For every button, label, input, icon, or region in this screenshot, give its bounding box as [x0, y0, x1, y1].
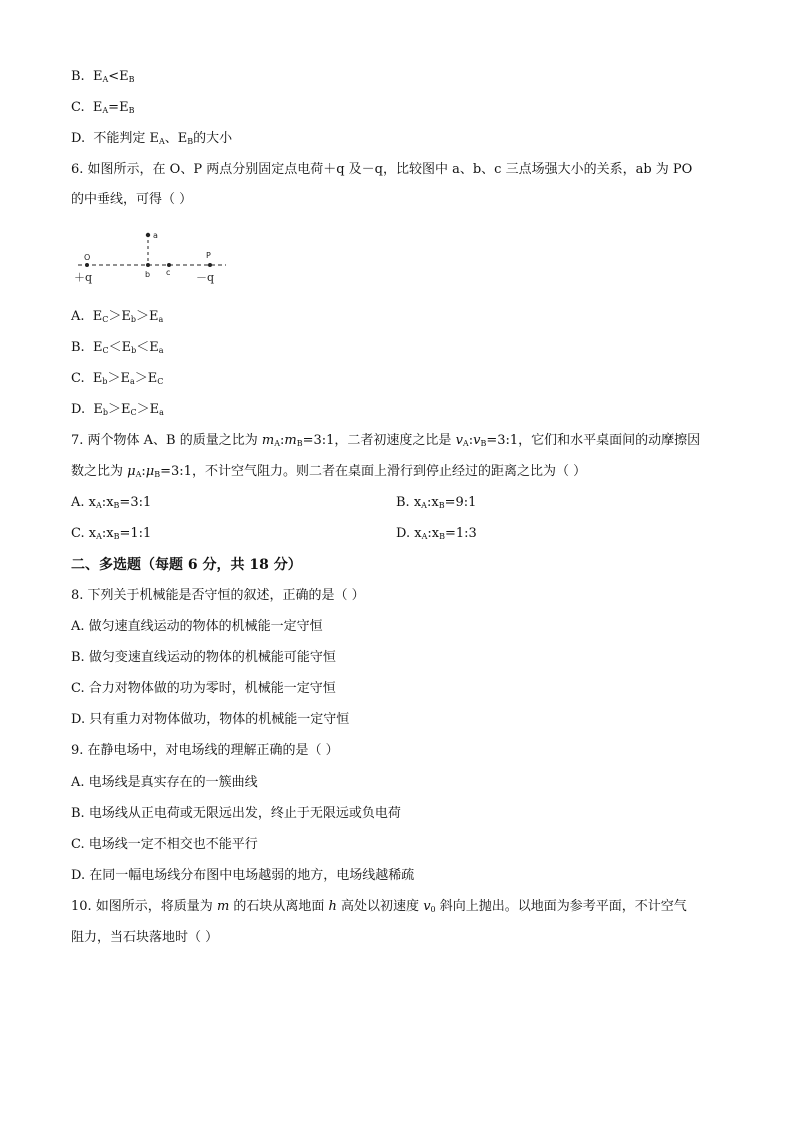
q7-option-a: A. $x_A:x_B=3:1$: [71, 495, 152, 510]
q9-option-b: B. 电场线从正电荷或无限远出发，终止于无限远或负电荷: [71, 806, 401, 821]
label-b: b: [145, 270, 151, 279]
point-c: [167, 263, 171, 267]
q6-option-a: A. $E_C>E_b>E_a$: [71, 309, 164, 324]
q5-option-d: D. 不能判定 $E_A$、$E_B$的大小: [71, 131, 233, 146]
q6-charge-figure: [70, 226, 240, 288]
point-b: [146, 263, 150, 267]
q6-stem-line2: 的中垂线，可得（ ）: [71, 192, 193, 207]
q6-option-b: B. $E_C<E_b<E_a$: [71, 340, 164, 355]
label-a: a: [153, 231, 158, 240]
q10-stem-line1: 10. 如图所示，将质量为 m 的石块从离地面 h 高处以初速度 $v_0$ 斜向上抛出。以地面为参考平面，不计空气: [71, 899, 687, 914]
label-o: O: [84, 253, 91, 262]
q8-stem: 8. 下列关于机械能是否守恒的叙述，正确的是（ ）: [71, 588, 365, 603]
q9-stem: 9. 在静电场中，对电场线的理解正确的是（ ）: [71, 743, 339, 758]
q10-stem-line2: 阻力，当石块落地时（ ）: [71, 930, 219, 945]
label-p: P: [206, 251, 211, 260]
q5-option-c: C. $E_A=E_B$: [71, 100, 135, 115]
label-c: c: [166, 268, 171, 277]
q6-option-c: C. $E_b>E_a>E_C$: [71, 371, 164, 386]
q6-stem-line1: 6. 如图所示，在 O、P 两点分别固定点电荷＋q 及－q，比较图中 a、b、c 三点场强大小的关系，ab 为 PO: [71, 162, 693, 177]
point-a: [146, 233, 150, 237]
q8-option-c: C. 合力对物体做的功为零时，机械能一定守恒: [71, 681, 336, 696]
q6-option-d: D. $E_b>E_C>E_a$: [71, 402, 164, 417]
point-p: [208, 263, 212, 267]
point-o: [85, 263, 89, 267]
q9-option-a: A. 电场线是真实存在的一簇曲线: [71, 775, 258, 790]
q7-option-b: B. $x_A:x_B=9:1$: [396, 495, 477, 510]
q5-option-b: B. $E_A<E_B$: [71, 69, 135, 84]
q8-option-a: A. 做匀速直线运动的物体的机械能一定守恒: [71, 619, 323, 634]
q9-option-d: D. 在同一幅电场线分布图中电场越弱的地方，电场线越稀疏: [71, 868, 415, 883]
q7-option-d: D. $x_A:x_B=1:3$: [396, 526, 477, 541]
label-minus-q: －q: [196, 271, 215, 284]
q9-option-c: C. 电场线一定不相交也不能平行: [71, 837, 258, 852]
q8-option-d: D. 只有重力对物体做功，物体的机械能一定守恒: [71, 712, 350, 727]
q8-option-b: B. 做匀变速直线运动的物体的机械能可能守恒: [71, 650, 336, 665]
label-plus-q: ＋q: [74, 271, 93, 284]
q7-stem-line1: 7. 两个物体 A、B 的质量之比为 $m_A:m_B=3:1$，二者初速度之比是 $v_A:v_B=3:1$，它们和水平桌面间的动摩擦因: [71, 433, 701, 448]
q7-option-c: C. $x_A:x_B=1:1$: [71, 526, 152, 541]
section-heading-multiple-choice: 二、多选题（每题 6 分，共 18 分）: [71, 557, 302, 573]
q7-stem-line2: 数之比为 $\mu_A:\mu_B=3:1$，不计空气阻力。则二者在桌面上滑行到停止经过的距离之比为（ ）: [71, 464, 587, 479]
